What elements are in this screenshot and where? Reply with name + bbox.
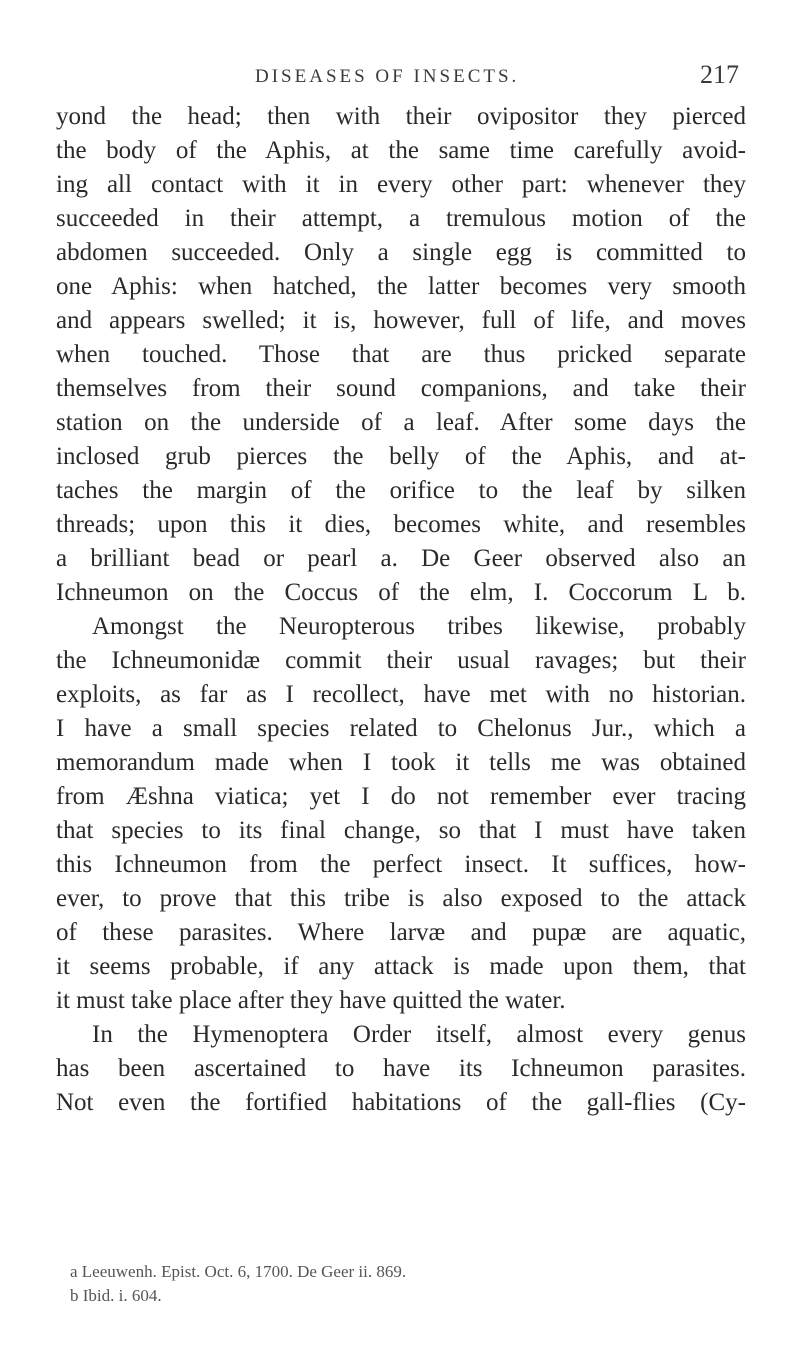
footnote-b: b Ibid. i. 604. [70, 1286, 162, 1305]
footnotes [56, 1260, 746, 1308]
text-line: has been ascertained to have its Ichneumon parasites. [56, 1055, 746, 1082]
text-line: and appears swelled; it is, however, full of life, and moves [56, 307, 746, 334]
text-line: it seems probable, if any attack is made upon them, that [56, 953, 746, 980]
text-line: memorandum made when I took it tells me was obtained [56, 749, 746, 776]
text-line: Not even the fortified habitations of the gall-flies (Cy- [56, 1089, 746, 1116]
text-line: that species to its final change, so that I must have taken [56, 817, 746, 844]
running-head [0, 58, 800, 98]
text-line: ever, to prove that this tribe is also exposed to the attack [56, 885, 746, 912]
text-line: ing all contact with it in every other part: whenever they [56, 171, 746, 198]
text-line: of these parasites. Where larvæ and pupæ are aquatic, [56, 919, 746, 946]
text-line: when touched. Those that are thus pricked separate [56, 341, 746, 368]
text-line: threads; upon this it dies, becomes white, and resembles [56, 511, 746, 538]
text-line: inclosed grub pierces the belly of the Aphis, and at- [56, 443, 746, 470]
text-line: taches the margin of the orifice to the leaf by silken [56, 477, 746, 504]
footnote-a: a Leeuwenh. Epist. Oct. 6, 1700. De Geer ii. 869. [70, 1262, 407, 1281]
text-line: one Aphis: when hatched, the latter becomes very smooth [56, 273, 746, 300]
text-line: this Ichneumon from the perfect insect. It suffices, how- [56, 851, 746, 878]
running-title: DISEASES OF INSECTS. [255, 66, 520, 87]
page-number: 217 [700, 60, 739, 89]
text-line: exploits, as far as I recollect, have met with no historian. [56, 681, 746, 708]
body-text [56, 100, 746, 1120]
text-line: In the Hymenoptera Order itself, almost every genus [92, 1021, 746, 1048]
text-line: succeeded in their attempt, a tremulous motion of the [56, 205, 746, 232]
text-line: from Æshna viatica; yet I do not remember ever tracing [56, 783, 746, 810]
text-line: a brilliant bead or pearl a. De Geer observed also an [56, 545, 746, 572]
text-line: abdomen succeeded. Only a single egg is committed to [56, 239, 746, 266]
text-line: themselves from their sound companions, and take their [56, 375, 746, 402]
text-line: I have a small species related to Chelonus Jur., which a [56, 715, 746, 742]
text-line: the body of the Aphis, at the same time carefully avoid- [56, 137, 746, 164]
text-line: Ichneumon on the Coccus of the elm, I. Coccorum L b. [56, 579, 746, 606]
text-line: the Ichneumonidæ commit their usual ravages; but their [56, 647, 746, 674]
text-line: it must take place after they have quitted the water. [56, 987, 566, 1014]
text-line: yond the head; then with their ovipositor they pierced [56, 103, 746, 130]
text-line: Amongst the Neuropterous tribes likewise, probably [92, 613, 746, 640]
text-line: station on the underside of a leaf. After some days the [56, 409, 746, 436]
